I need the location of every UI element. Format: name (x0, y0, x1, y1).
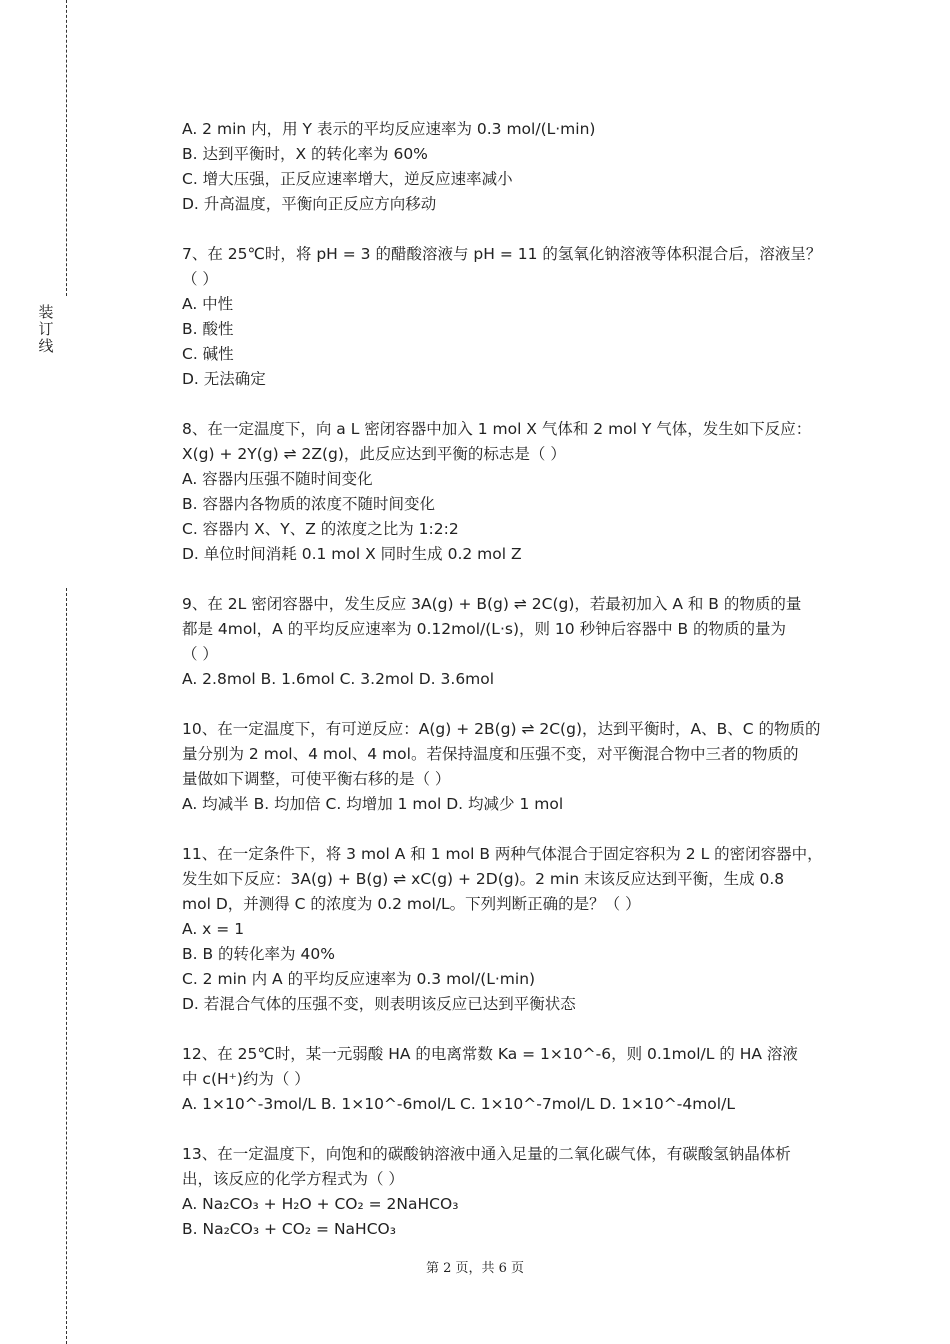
binding-char: 线 (38, 337, 54, 355)
question-gap (182, 1017, 854, 1042)
question-gap (182, 1117, 854, 1142)
question-line: （ ） (182, 270, 218, 288)
question-line: 10、在一定温度下，有可逆反应：A(g) + 2B(g) ⇌ 2C(g)，达到平衡时，A、B、C 的物质的 (182, 720, 821, 738)
binding-dashed-line-top (66, 0, 67, 296)
question-line: D. 若混合气体的压强不变，则表明该反应已达到平衡状态 (182, 995, 576, 1013)
question-line: 量分别为 2 mol、4 mol、4 mol。若保持温度和压强不变，对平衡混合物中三者的物质的 (182, 745, 799, 763)
question-line: C. 增大压强，正反应速率增大，逆反应速率减小 (182, 170, 513, 188)
question-gap (182, 817, 854, 842)
question-line: C. 碱性 (182, 345, 234, 363)
question-line: B. B 的转化率为 40% (182, 945, 335, 963)
question-line: 9、在 2L 密闭容器中，发生反应 3A(g) + B(g) ⇌ 2C(g)，若最初加入 A 和 B 的物质的量 (182, 595, 802, 613)
question-line: A. x = 1 (182, 920, 245, 938)
question-block (182, 842, 854, 1017)
question-line: D. 升高温度，平衡向正反应方向移动 (182, 195, 437, 213)
binding-label (36, 304, 56, 355)
question-line: 8、在一定温度下，向 a L 密闭容器中加入 1 mol X 气体和 2 mol Y 气体，发生如下反应： (182, 420, 812, 438)
question-block (182, 417, 854, 567)
question-block (182, 242, 854, 392)
binding-char: 装 (38, 303, 54, 321)
question-line: 中 c(H⁺)约为（ ） (182, 1070, 310, 1088)
question-line: C. 容器内 X、Y、Z 的浓度之比为 1:2:2 (182, 520, 459, 538)
question-line: A. Na₂CO₃ + H₂O + CO₂ = 2NaHCO₃ (182, 1195, 459, 1213)
question-block (182, 1042, 854, 1117)
question-line: A. 容器内压强不随时间变化 (182, 470, 373, 488)
question-line: （ ） (182, 645, 218, 663)
question-block (182, 117, 854, 217)
question-line: 出，该反应的化学方程式为（ ） (182, 1170, 404, 1188)
question-line: 13、在一定温度下，向饱和的碳酸钠溶液中通入足量的二氧化碳气体，有碳酸氢钠晶体析 (182, 1145, 791, 1163)
question-line: B. Na₂CO₃ + CO₂ = NaHCO₃ (182, 1220, 396, 1238)
question-gap (182, 392, 854, 417)
question-gap (182, 217, 854, 242)
question-block (182, 1142, 854, 1242)
question-line: D. 单位时间消耗 0.1 mol X 同时生成 0.2 mol Z (182, 545, 522, 563)
question-content (182, 117, 854, 1242)
question-line: 都是 4mol，A 的平均反应速率为 0.12mol/(L·s)，则 10 秒钟后容器中 B 的物质的量为 (182, 620, 787, 638)
question-gap (182, 692, 854, 717)
question-line: X(g) + 2Y(g) ⇌ 2Z(g)，此反应达到平衡的标志是（ ） (182, 445, 566, 463)
question-block (182, 717, 854, 817)
question-line: A. 2.8mol B. 1.6mol C. 3.2mol D. 3.6mol (182, 670, 495, 688)
question-line: A. 1×10^-3mol/L B. 1×10^-6mol/L C. 1×10^-7mol/L D. 1×10^-4mol/L (182, 1095, 735, 1113)
question-line: D. 无法确定 (182, 370, 266, 388)
question-line: 12、在 25℃时，某一元弱酸 HA 的电离常数 Ka = 1×10^-6，则 0.1mol/L 的 HA 溶液 (182, 1045, 798, 1063)
question-line: B. 容器内各物质的浓度不随时间变化 (182, 495, 435, 513)
question-line: B. 达到平衡时，X 的转化率为 60% (182, 145, 428, 163)
question-line: B. 酸性 (182, 320, 234, 338)
question-line: 11、在一定条件下，将 3 mol A 和 1 mol B 两种气体混合于固定容积为 2 L 的密闭容器中， (182, 845, 823, 863)
question-line: A. 均减半 B. 均加倍 C. 均增加 1 mol D. 均减少 1 mol (182, 795, 564, 813)
question-line: 量做如下调整，可使平衡右移的是（ ） (182, 770, 451, 788)
question-line: 发生如下反应：3A(g) + B(g) ⇌ xC(g) + 2D(g)。2 min 末该反应达到平衡，生成 0.8 (182, 870, 785, 888)
question-line: C. 2 min 内 A 的平均反应速率为 0.3 mol/(L·min) (182, 970, 536, 988)
binding-dashed-line-bottom (66, 588, 67, 1344)
question-line: 7、在 25℃时，将 pH = 3 的醋酸溶液与 pH = 11 的氢氧化钠溶液等体积混合后，溶液呈？ (182, 245, 822, 263)
question-gap (182, 567, 854, 592)
question-line: A. 中性 (182, 295, 234, 313)
question-block (182, 592, 854, 692)
question-line: mol D，并测得 C 的浓度为 0.2 mol/L。下列判断正确的是？（ ） (182, 895, 641, 913)
page-footer: 第 2 页，共 6 页 (425, 1261, 525, 1276)
question-line: A. 2 min 内，用 Y 表示的平均反应速率为 0.3 mol/(L·min) (182, 120, 596, 138)
binding-char: 订 (38, 320, 54, 338)
